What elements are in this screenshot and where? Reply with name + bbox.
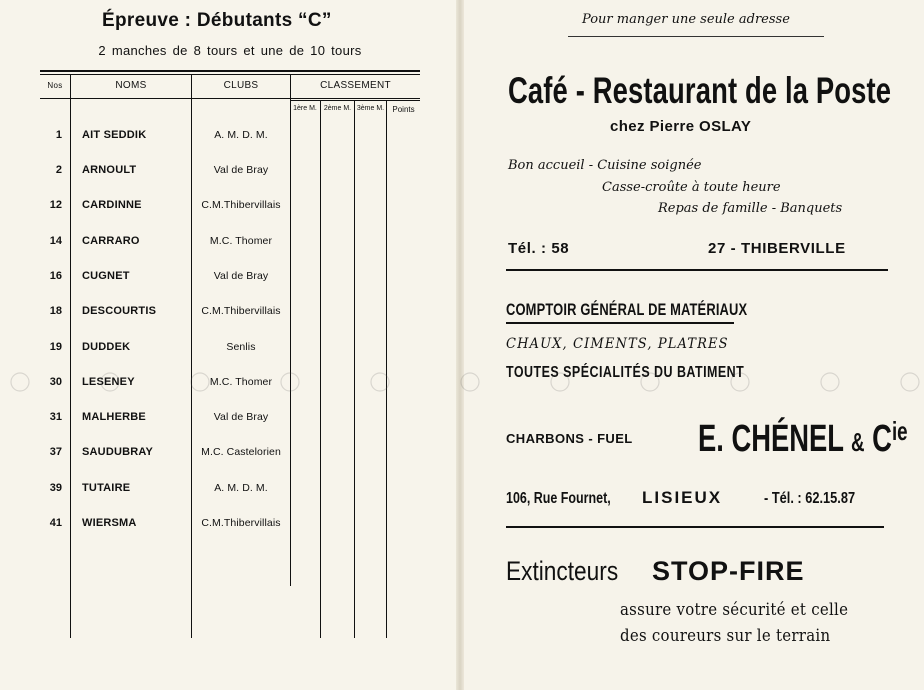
chenel-materials: CHAUX, CIMENTS, PLATRES [506,336,729,352]
row-num: 2 [55,164,62,176]
stopfire-brand: STOP-FIRE [652,556,805,586]
chenel-phone: - Tél. : 62.15.87 [764,490,856,507]
ranking-subheader-rule [290,100,420,101]
row-club: Val de Bray [213,411,269,423]
row-num: 14 [49,235,62,247]
table-row [0,129,300,147]
header-num: Nos [47,81,63,90]
table-top-rule-2 [40,74,420,75]
row-name: ARNOULT [82,164,137,176]
table-row [0,482,300,500]
row-name: AIT SEDDIK [82,129,147,141]
table-row [0,270,300,288]
table-row [0,341,300,359]
row-num: 30 [49,376,62,388]
event-subtitle: 2 manches de 8 tours et une de 10 tours [98,43,362,58]
row-club: Senlis [226,341,256,353]
header-names: NOMS [115,80,147,91]
row-name: LESENEY [82,376,135,388]
row-name: MALHERBE [82,411,146,423]
cafe-name: Café - Restaurant de la Poste [508,70,892,111]
row-name: TUTAIRE [82,482,131,494]
chenel-co: C [872,418,892,460]
table-row [0,446,300,464]
cafe-owner: chez Pierre OSLAY [610,118,752,135]
cafe-line-2: Casse-croûte à toute heure [602,180,781,195]
cafe-tagline: Pour manger une seule adresse [582,12,790,27]
table-row [0,376,300,394]
col-divider-clubs [290,74,291,586]
row-club: A. M. D. M. [214,129,268,141]
row-num: 41 [49,517,62,529]
header-ranking: CLASSEMENT [320,80,391,91]
header-clubs: CLUBS [223,80,259,91]
comptoir-underline [506,322,734,324]
chenel-name: E. CHÉNEL [698,418,844,460]
chenel-fuel: CHARBONS - FUEL [506,431,633,446]
chenel-co-sup: ie [891,416,908,446]
chenel-amp: & [851,427,865,457]
row-num: 19 [49,341,62,353]
row-club: C.M.Thibervillais [201,199,281,211]
stopfire-prefix: Extincteurs [506,556,619,586]
page-fold [456,0,464,690]
table-header-rule [40,98,420,99]
row-club: A. M. D. M. [214,482,268,494]
tagline-underline [568,36,824,37]
chenel-brand [698,418,908,461]
row-club: Val de Bray [213,164,269,176]
row-name: DESCOURTIS [82,305,157,317]
subheader-m2: 2ème M. [323,105,352,112]
col-divider-m1 [320,100,321,638]
col-divider-m2 [354,100,355,638]
chenel-comptoir: COMPTOIR GÉNÉRAL DE MATÉRIAUX [506,300,748,319]
cafe-phone: Tél. : 58 [508,240,570,257]
row-name: DUDDEK [82,341,131,353]
row-num: 18 [49,305,62,317]
table-row [0,164,300,182]
subheader-m3: 3ème M. [356,105,385,112]
row-num: 37 [49,446,62,458]
chenel-address: 106, Rue Fournet, [506,490,611,507]
row-num: 1 [55,129,62,141]
stopfire-line-2: des coureurs sur le terrain [620,626,831,646]
subheader-points: Points [392,105,415,114]
table-row [0,411,300,429]
row-club: M.C. Thomer [209,235,273,247]
table-row [0,199,300,217]
table-row [0,235,300,253]
row-num: 31 [49,411,62,423]
row-name: SAUDUBRAY [82,446,154,458]
chenel-city: LISIEUX [642,488,723,507]
ad-divider-2 [506,526,884,528]
row-name: CUGNET [82,270,130,282]
chenel-specialties: TOUTES SPÉCIALITÉS DU BATIMENT [506,364,745,381]
event-title: Épreuve : Débutants “C” [102,10,332,31]
col-divider-m3 [386,100,387,638]
row-name: WIERSMA [82,517,137,529]
row-club: Val de Bray [213,270,269,282]
ad-divider-1 [506,269,888,271]
row-club: C.M.Thibervillais [201,305,281,317]
row-name: CARRARO [82,235,140,247]
table-top-rule [40,70,420,72]
row-num: 16 [49,270,62,282]
row-club: C.M.Thibervillais [201,517,281,529]
table-row [0,517,300,535]
subheader-m1: 1ère M. [293,105,317,112]
row-name: CARDINNE [82,199,142,211]
cafe-line-3: Repas de famille - Banquets [658,201,843,216]
stopfire-line-1: assure votre sécurité et celle [620,600,849,620]
row-club: M.C. Thomer [209,376,273,388]
cafe-city: 27 - THIBERVILLE [708,240,846,257]
row-num: 39 [49,482,62,494]
table-row [0,305,300,323]
cafe-line-1: Bon accueil - Cuisine soignée [508,158,702,173]
row-num: 12 [49,199,62,211]
row-club: M.C. Castelorien [201,446,281,458]
